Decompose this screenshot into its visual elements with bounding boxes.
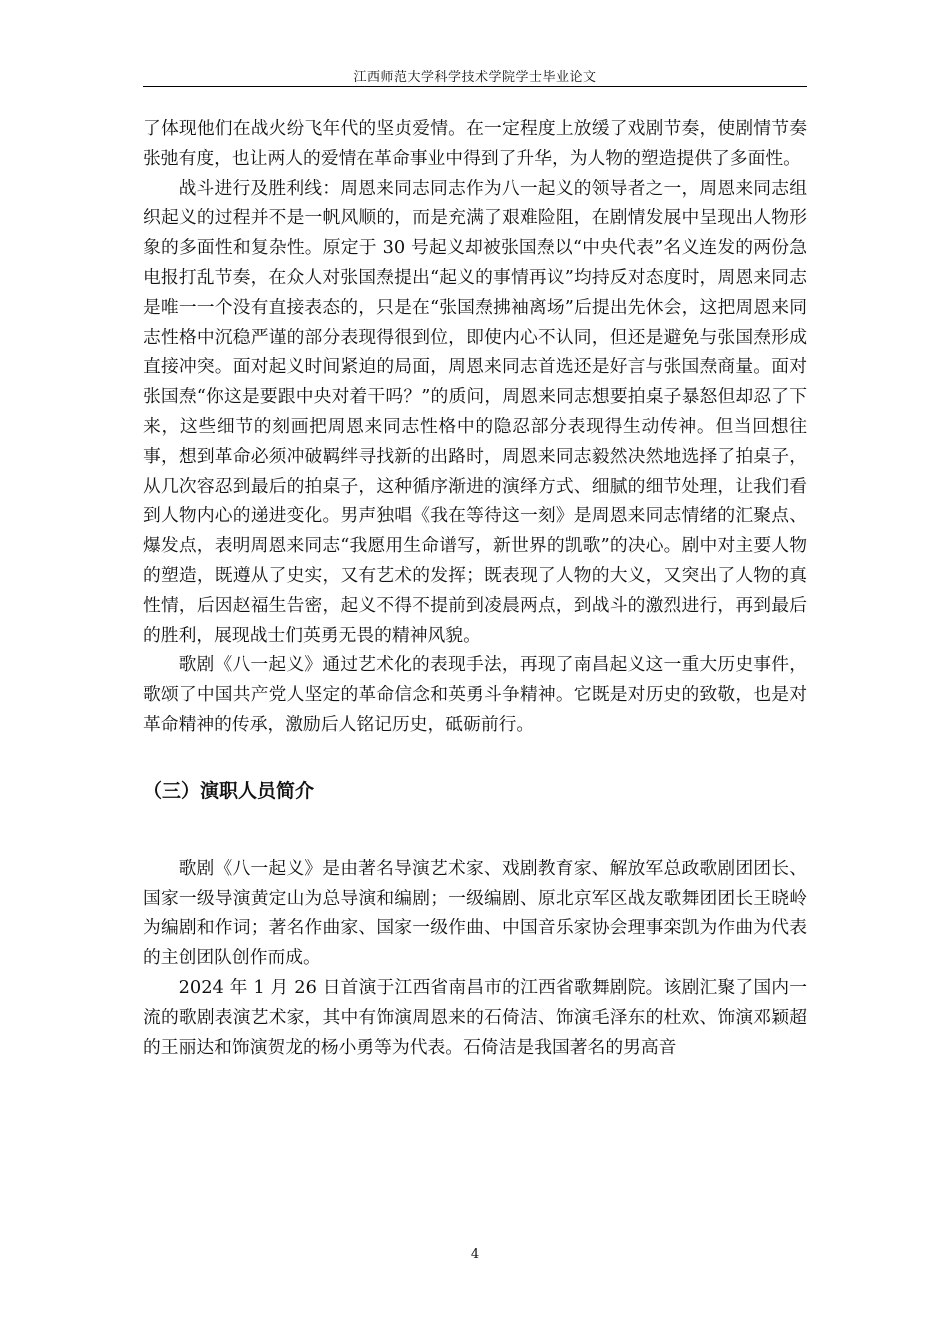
header-rule xyxy=(143,86,807,87)
paragraph-continuation: 了体现他们在战火纷飞年代的坚贞爱情。在一定程度上放缓了戏剧节奏，使剧情节奏张弛有度，也让两人的爱情在革命事业中得到了升华，为人物的塑造提供了多面性。 xyxy=(143,118,807,169)
section-heading: （三）演职人员简介 xyxy=(143,779,315,802)
paragraph-summary: 歌剧《八一起义》通过艺术化的表现手法，再现了南昌起义这一重大历史事件，歌颂了中国共产党人坚定的革命信念和英勇斗争精神。它既是对历史的致敬，也是对革命精神的传承，激励后人铭记历史，砥砺前行。 xyxy=(143,654,807,735)
page-number: 4 xyxy=(470,1247,480,1262)
paragraph-premiere: 2024 年 1 月 26 日首演于江西省南昌市的江西省歌舞剧院。该剧汇聚了国内一流的歌剧表演艺术家，其中有饰演周恩来的石倚洁、饰演毛泽东的杜欢、饰演邓颖超的王丽达和饰演贺龙的杨小勇等为代表。石倚洁是我国著名的男高音 xyxy=(143,976,807,1058)
paragraph-creators: 歌剧《八一起义》是由著名导演艺术家、戏剧教育家、解放军总政歌剧团团长、国家一级导演黄定山为总导演和编剧；一级编剧、原北京军区战友歌舞团团长王晓岭为编剧和作词；著名作曲家、国家一级作曲、中国音乐家协会理事栾凯为作曲为代表的主创团队创作而成。 xyxy=(143,857,807,969)
page-header: 江西师范大学科学技术学院学士毕业论文 xyxy=(353,70,597,85)
paragraph-battle-line: 战斗进行及胜利线：周恩来同志同志作为八一起义的领导者之一，周恩来同志组织起义的过程并不是一帆风顺的，而是充满了艰难险阻，在剧情发展中呈现出人物形象的多面性和复杂性。原定于 30 号起义却被张国焘以“中央代表”名义连发的两份急电报打乱节奏，在众人对张国焘提出“起义的事情再议”均持反对态度时，周恩来同志是唯一一个没有直接表态的，只是在“张国焘拂袖离场”后提出先休会，这把周恩来同志性格中沉稳严谨的部分表现得很到位，即使内心不认同，但还是避免与张国焘形成直接冲突。面对起义时间紧迫的局面，周恩来同志首选还是好言与张国焘商量。面对张国焘“你这是要跟中央对着干吗？”的质问，周恩来同志想要拍桌子暴怒但却忍了下来，这些细节的刻画把周恩来同志性格中的隐忍部分表现得生动传神。但当回想往事，想到革命必须冲破羁绊寻找新的出路时，周恩来同志毅然决然地选择了拍桌子，从几次容忍到最后的拍桌子，这种循序渐进的演绎方式、细腻的细节处理，让我们看到人物内心的递进变化。男声独唱《我在等待这一刻》是周恩来同志情绪的汇聚点、爆发点，表明周恩来同志“我愿用生命谱写，新世界的凯歌”的决心。剧中对主要人物的塑造，既遵从了史实，又有艺术的发挥；既表现了人物的大义，又突出了人物的真性情，后因赵福生告密，起义不得不提前到凌晨两点，到战斗的激烈进行，再到最后的胜利，展现战士们英勇无畏的精神风貌。 xyxy=(143,177,807,646)
body-text xyxy=(143,114,807,1062)
